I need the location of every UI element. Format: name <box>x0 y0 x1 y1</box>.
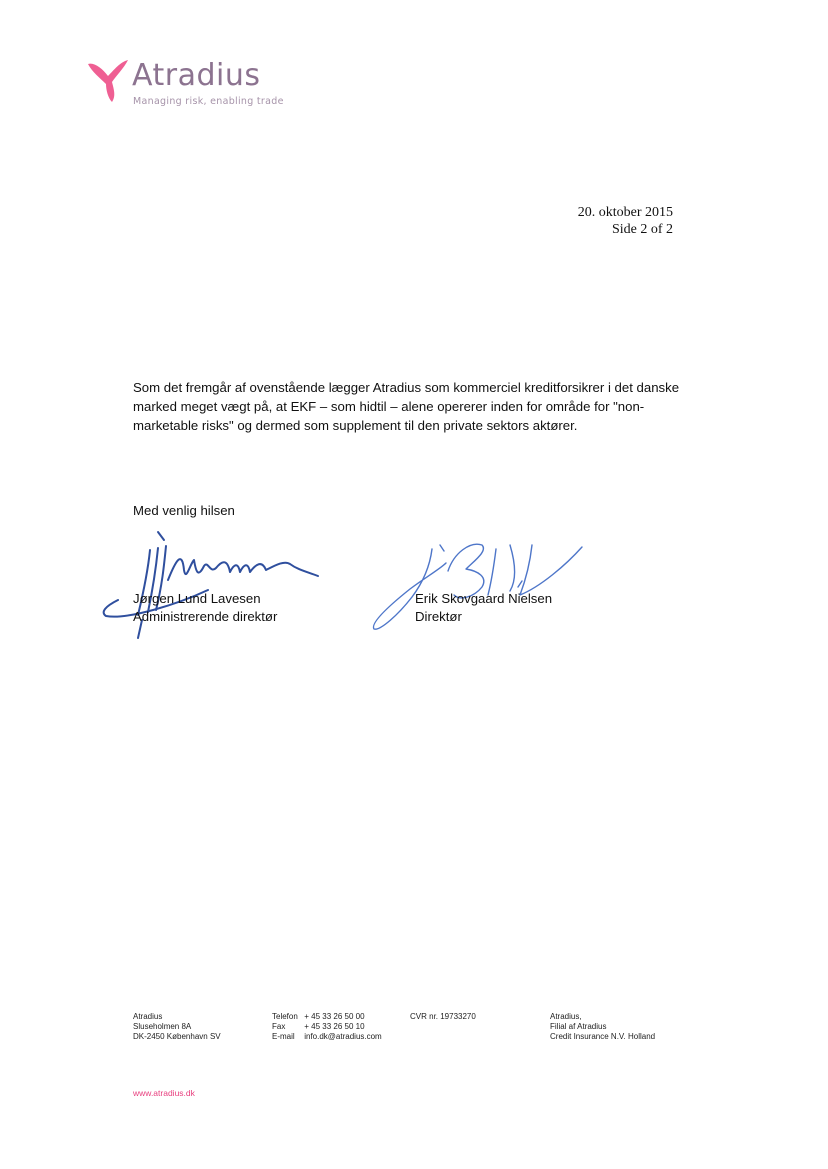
signatory-1 <box>133 590 277 626</box>
letter-date: 20. oktober 2015 <box>577 205 673 220</box>
atradius-y-logo-icon <box>86 58 130 102</box>
footer-cvr: CVR nr. 19733270 <box>410 1012 476 1021</box>
footer-branch <box>550 1012 655 1042</box>
footer-phone-label: Telefon <box>272 1012 298 1021</box>
footer-address-line: Atradius <box>133 1012 163 1021</box>
footer-email-label: E-mail <box>272 1032 295 1041</box>
footer-branch-line: Atradius, <box>550 1012 582 1021</box>
footer-fax-value: + 45 33 26 50 10 <box>304 1022 365 1031</box>
footer-branch-line: Credit Insurance N.V. Holland <box>550 1032 656 1041</box>
footer-phone-value: + 45 33 26 50 00 <box>304 1012 365 1021</box>
footer-address-line: Sluseholmen 8A <box>133 1022 192 1031</box>
signatory-1-title: Administrerende direktør <box>133 609 278 624</box>
atradius-logo <box>86 56 286 114</box>
logo-wordmark: Atradius <box>132 58 261 93</box>
page-number: Side 2 of 2 <box>611 222 673 237</box>
footer-fax-label: Fax <box>272 1022 286 1031</box>
footer-address-line: DK-2450 København SV <box>133 1032 221 1041</box>
signatory-1-name: Jørgen Lund Lavesen <box>133 591 261 606</box>
signatory-2-title: Direktør <box>415 609 462 624</box>
letter-body: Som det fremgår af ovenstående lægger Atradius som kommerciel kreditforsikrer i det danske marked meget vægt på, at EKF – som hidtil – alene opererer inden for område for "non-marketable risks" og dermed som supplement til den private sektors aktører. <box>133 380 680 433</box>
footer-address <box>133 1012 221 1042</box>
footer-email-value[interactable]: info.dk@atradius.com <box>304 1032 382 1041</box>
footer-branch-line: Filial af Atradius <box>550 1022 607 1031</box>
footer-email <box>272 1032 382 1042</box>
closing-salutation: Med venlig hilsen <box>133 503 235 518</box>
signatory-2-name: Erik Skovgaard Nielsen <box>415 591 553 606</box>
footer-website-link[interactable]: www.atradius.dk <box>133 1088 195 1098</box>
logo-tagline: Managing risk, enabling trade <box>133 96 284 107</box>
footer-contacts <box>272 1012 382 1042</box>
footer-phone <box>272 1012 382 1022</box>
signatory-2 <box>415 590 552 626</box>
footer-fax <box>272 1022 382 1032</box>
date-block <box>578 204 673 238</box>
